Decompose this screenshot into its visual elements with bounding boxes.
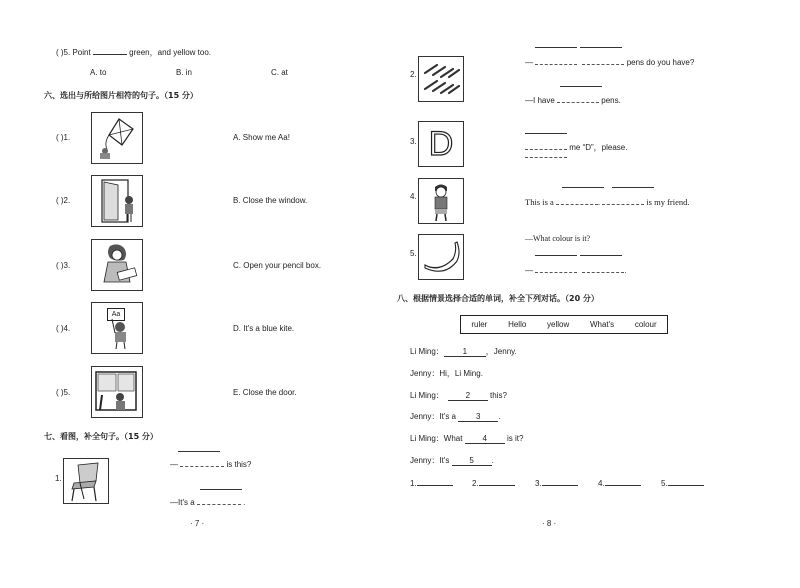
answer-blank[interactable]: [180, 458, 224, 467]
banana-question: —What colour is it?: [525, 234, 591, 243]
letter-d-picture: [418, 121, 464, 167]
kite-picture: [91, 112, 143, 164]
answer-5: 5.: [661, 477, 704, 488]
door-boy-picture: [91, 175, 143, 227]
aa-card: Aa: [107, 308, 125, 321]
page-number-left: · 7 ·: [190, 519, 205, 528]
option-c: C. at: [271, 68, 288, 77]
answer-line[interactable]: [525, 133, 567, 134]
answer-line[interactable]: [535, 255, 577, 256]
answer-2: 2.: [472, 477, 515, 488]
chair-picture: [63, 458, 109, 504]
option-a-sentence: A. Show me Aa!: [233, 133, 290, 142]
answer-line[interactable]: [612, 187, 654, 188]
chair-answer-line: —It's a .: [170, 498, 246, 507]
pencils-picture: [418, 56, 464, 102]
banana-picture: [418, 234, 464, 280]
word-yellow: yellow: [547, 320, 570, 329]
friend-sentence: This is a . is my friend.: [525, 197, 690, 207]
answer-line[interactable]: [535, 47, 577, 48]
word-bank: [460, 315, 668, 334]
item-number: 2.: [410, 70, 417, 79]
option-b-sentence: B. Close the window.: [233, 196, 308, 205]
boy-friend-picture: [418, 178, 464, 224]
answer-blank[interactable]: [668, 477, 704, 486]
word-hello: Hello: [508, 320, 527, 329]
option-a: A. to: [90, 68, 107, 77]
answer-line[interactable]: [562, 187, 604, 188]
item-number: 4.: [410, 192, 417, 201]
answer-blank[interactable]: [605, 477, 641, 486]
chair-question-line: — is this?: [170, 460, 252, 469]
word-ruler: ruler: [471, 320, 488, 329]
answer-blank[interactable]: [542, 477, 578, 486]
word-colour: colour: [634, 320, 657, 329]
option-c-sentence: C. Open your pencil box.: [233, 261, 322, 270]
answer-line[interactable]: [580, 255, 622, 256]
answer-line[interactable]: [178, 451, 220, 452]
answer-3: 3.: [535, 477, 578, 488]
answer-blank[interactable]: [197, 496, 241, 505]
item-number: 5.: [410, 249, 417, 258]
answer-blank[interactable]: [602, 196, 644, 205]
blank-4[interactable]: 4: [465, 434, 505, 444]
answer-blank[interactable]: [417, 477, 453, 486]
blank-2[interactable]: 2: [448, 391, 488, 401]
answer-paren[interactable]: ( )5.: [56, 388, 71, 397]
answer-line[interactable]: [560, 86, 602, 87]
section-7-heading: 七、看图，补全句子。（15 分）: [44, 432, 158, 441]
answer-blank[interactable]: [557, 94, 599, 103]
dialogue-line-2: Jenny：Hi，Li Ming.: [410, 369, 483, 378]
option-b: B. in: [176, 68, 193, 77]
answer-line[interactable]: [580, 47, 622, 48]
page-number-right: · 8 ·: [542, 519, 557, 528]
answer-1: 1.: [410, 477, 453, 488]
letter-d: D: [428, 124, 454, 163]
answer-blank[interactable]: [479, 477, 515, 486]
answer-paren[interactable]: ( )1.: [56, 133, 71, 142]
boy-aa-card-picture: [91, 302, 143, 354]
answer-blank[interactable]: [582, 56, 624, 65]
dialogue-line-4: Jenny：It's a 3 .: [410, 412, 501, 421]
option-e-sentence: E. Close the door.: [233, 388, 297, 397]
answer-blank[interactable]: [582, 264, 624, 273]
girl-pencil-box-picture: [91, 239, 143, 291]
answer-blank[interactable]: [525, 141, 567, 150]
item-number: 1.: [55, 474, 62, 483]
answer-blank[interactable]: [535, 56, 577, 65]
section-6-heading: 六、选出与所给图片相符的句子。（15 分）: [44, 91, 198, 100]
answer-paren[interactable]: ( )3.: [56, 261, 71, 270]
section-8-heading: 八、根据情景选择合适的单词，补全下列对话。（20 分）: [397, 294, 599, 303]
answer-blank[interactable]: [93, 46, 127, 55]
answer-blank[interactable]: [556, 196, 598, 205]
option-d-sentence: D. It's a blue kite.: [233, 324, 295, 333]
pencils-question-line: — pens do you have?: [525, 58, 695, 67]
answer-paren[interactable]: ( )2.: [56, 196, 71, 205]
pencils-answer-line: —I have pens.: [525, 96, 621, 105]
answer-line[interactable]: [200, 489, 242, 490]
question-5: ( )5. Point green，and yellow too.: [56, 48, 211, 57]
answer-blank[interactable]: [535, 264, 577, 273]
window-boy-picture: [91, 366, 143, 418]
dialogue-line-5: Li Ming：What 4 is it?: [410, 434, 524, 443]
answer-4: 4.: [598, 477, 641, 488]
item-number: 3.: [410, 137, 417, 146]
blank-5[interactable]: 5: [452, 456, 492, 466]
answer-paren[interactable]: ( )4.: [56, 324, 71, 333]
dialogue-line-3: Li Ming： 2 this?: [410, 391, 507, 400]
blank-1[interactable]: 1: [444, 347, 486, 357]
word-whats: What's: [589, 320, 615, 329]
answer-line[interactable]: [525, 157, 567, 158]
dialogue-line-6: Jenny：It's 5 .: [410, 456, 494, 465]
blank-3[interactable]: 3: [458, 412, 498, 422]
banana-answer-line: — .: [525, 266, 627, 275]
letter-d-sentence: me “D”，please.: [525, 141, 627, 153]
dialogue-line-1: Li Ming： 1 ，Jenny.: [410, 347, 517, 356]
